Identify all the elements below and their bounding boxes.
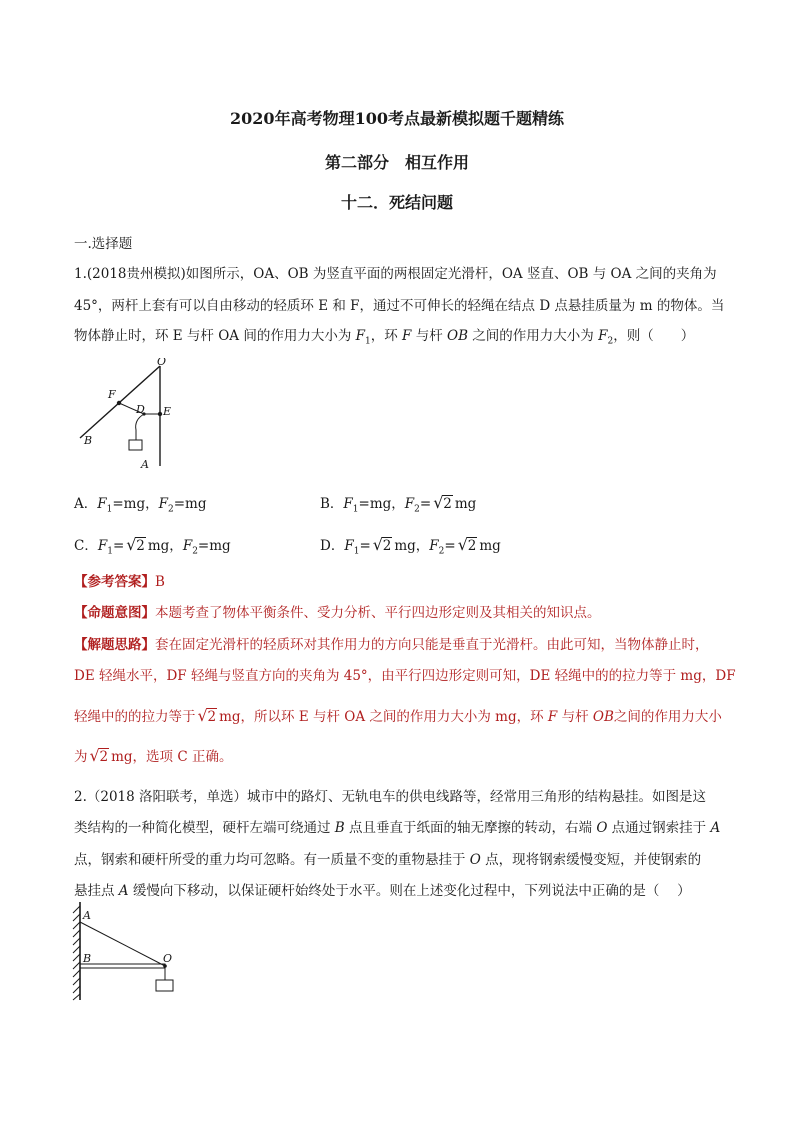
label-e: E xyxy=(163,405,172,418)
q2-line-4: 悬挂点 A 缓慢向下移动，以保证硬杆始终处于水平。则在上述变化过程中，下列说法中正确的是（ ） xyxy=(74,883,691,899)
ring-f xyxy=(117,401,121,405)
option-d[interactable]: D．$F_1=√$ 2 mg，$F_2=√$ 2 mg xyxy=(320,534,501,557)
label-o: O xyxy=(163,952,173,965)
label-a: A xyxy=(83,909,91,922)
option-a[interactable]: A．$F_1=mg$，$F_2=mg$ xyxy=(74,496,207,515)
part-title: 第二部分 相互作用 xyxy=(324,153,469,172)
option-c[interactable]: C．$F_1=√$ 2 mg，$F_2=mg$ xyxy=(74,534,231,557)
q1-line-3: 物体静止时，环 E 与杆 OA 间的作用力大小为 $F_1$，环 F 与杆 OB 之间的作用力大小为 $F_2$，则（ ） xyxy=(74,328,695,347)
solution-line-1: 【解题思路】套在固定光滑杆的轻质环对其作用力的方向只能是垂直于光滑杆。由此可知，当物体静止时， xyxy=(74,637,709,653)
document-title: 2020年高考物理100考点最新模拟题千题精练 xyxy=(230,109,564,128)
label-o: O xyxy=(157,358,167,368)
steel-cable xyxy=(80,922,165,966)
q2-line-3: 点，钢索和硬杆所受的重力均可忽略。有一质量不变的重物悬挂于 O 点，现将钢索缓慢变短，并使钢索的 xyxy=(74,852,702,868)
label-f: F xyxy=(108,388,116,401)
label-a: A xyxy=(141,458,149,471)
hanging-weight xyxy=(156,980,173,991)
label-d: D xyxy=(136,403,145,416)
hanging-block xyxy=(129,440,142,450)
q1-line-1: 1.(2018贵州模拟)如图所示，OA、OB 为竖直平面的两根固定光滑杆，OA 竖直、OB 与 OA 之间的夹角为 xyxy=(74,266,717,282)
rope-load xyxy=(136,414,144,440)
q2-line-1: 2.（2018 洛阳联考，单选）城市中的路灯、无轨电车的供电线路等，经常用三角形的结构悬挂。如图是这 xyxy=(74,789,707,805)
rigid-rod xyxy=(80,964,165,968)
solution-line-4: 为√ 2 mg，选项 C 正确。 xyxy=(74,745,232,765)
label-b: B xyxy=(84,434,93,447)
intent-line: 【命题意图】本题考查了物体平衡条件、受力分析、平行四边形定则及其相关的知识点。 xyxy=(74,605,601,621)
answer-line: 【参考答案】B xyxy=(74,574,165,590)
solution-line-2: DE 轻绳水平，DF 轻绳与竖直方向的夹角为 45°，由平行四边形定则可知，DE 轻绳中的的拉力等于 mg，DF xyxy=(74,668,736,684)
chapter-title: 十二．死结问题 xyxy=(340,193,453,212)
q2-line-2: 类结构的一种简化模型，硬杆左端可绕通过 B 点且垂直于纸面的轴无摩擦的转动，右端 O 点通过钢索挂于 A xyxy=(74,820,721,836)
ring-e xyxy=(158,412,162,416)
label-b: B xyxy=(83,952,92,965)
wall-hatching xyxy=(73,906,80,1000)
solution-line-3: 轻绳中的的拉力等于√ 2 mg，所以环 E 与杆 OA 之间的作用力大小为 mg，环 F 与杆 OB之间的作用力大小 xyxy=(74,705,722,725)
q1-figure xyxy=(74,358,184,474)
section-label: 一.选择题 xyxy=(74,236,133,252)
q2-figure xyxy=(70,900,180,1004)
option-b[interactable]: B．$F_1=mg$，$F_2=√$ 2 mg xyxy=(320,492,476,515)
q1-line-2: 45°，两杆上套有可以自由移动的轻质环 E 和 F，通过不可伸长的轻绳在结点 D 点悬挂质量为 m 的物体。当 xyxy=(74,298,725,314)
